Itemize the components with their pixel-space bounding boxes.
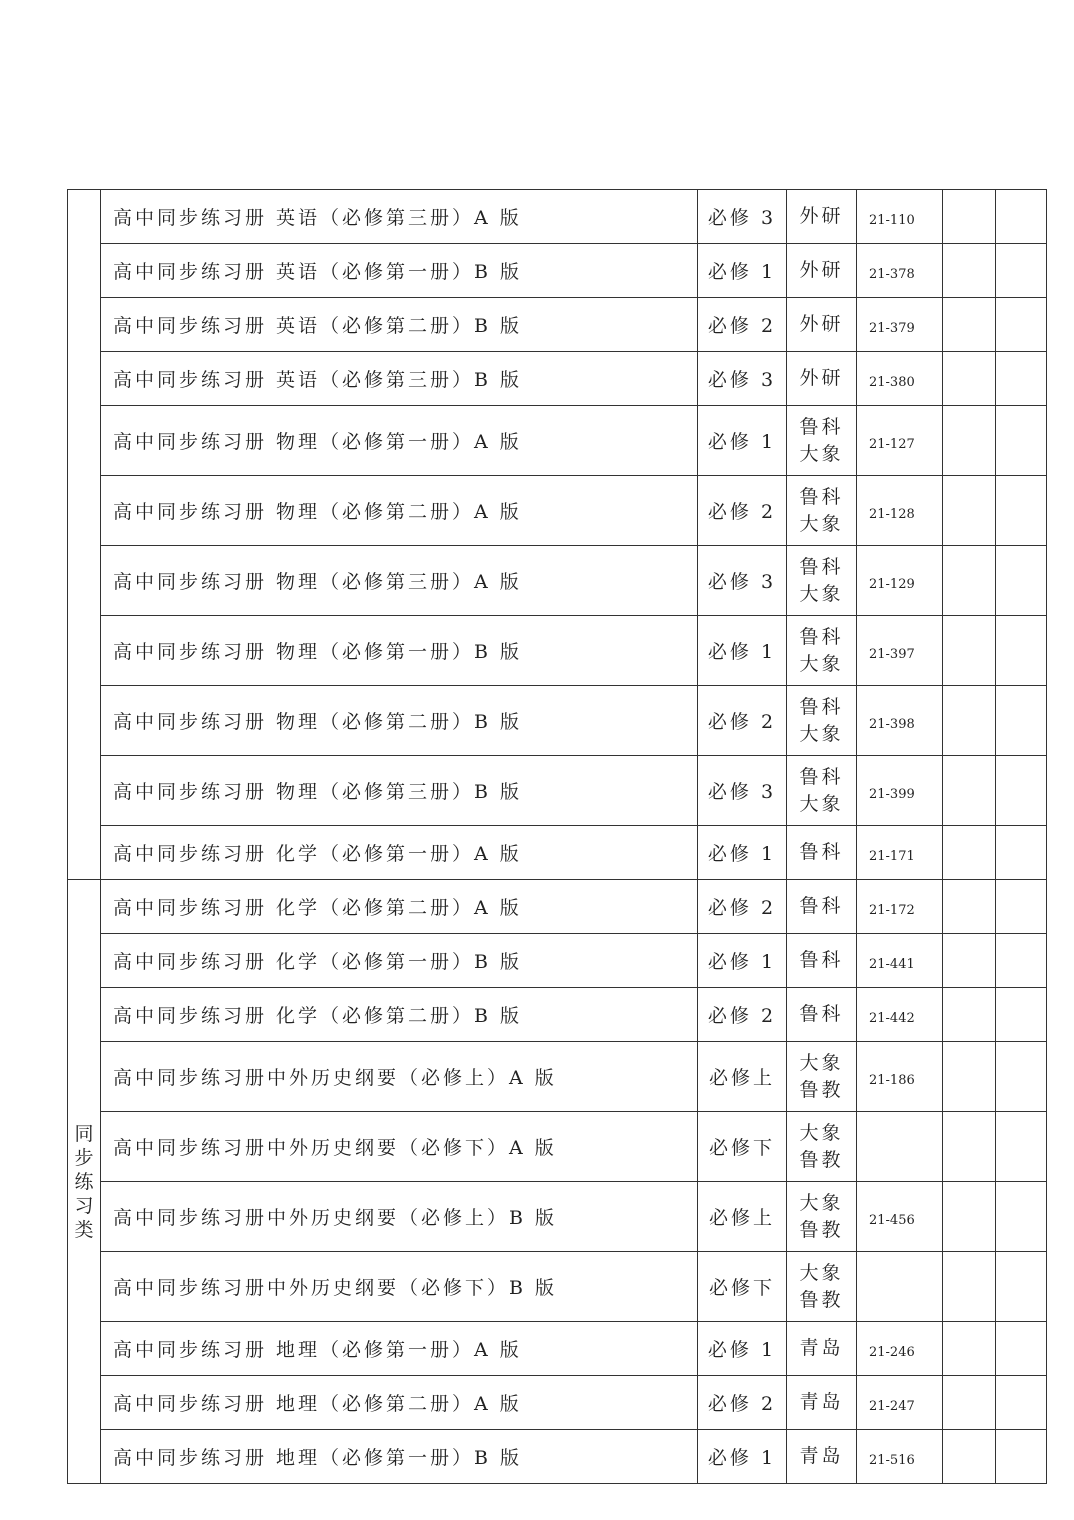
empty-cell xyxy=(996,298,1047,352)
course-level: 必修 1 xyxy=(698,826,787,880)
table-row xyxy=(68,190,1047,244)
publisher-cell xyxy=(787,880,857,934)
empty-cell xyxy=(996,1182,1047,1252)
publisher-name: 鲁教 xyxy=(799,1218,844,1241)
book-code: 21-129 xyxy=(857,546,943,616)
book-title: 高中同步练习册 化学（必修第一册）B 版 xyxy=(101,934,698,988)
book-title: 高中同步练习册 物理（必修第一册）B 版 xyxy=(101,616,698,686)
book-title: 高中同步练习册 英语（必修第三册）B 版 xyxy=(101,352,698,406)
publisher-name: 大象 xyxy=(799,1191,844,1214)
empty-cell xyxy=(996,1430,1047,1484)
course-level: 必修 2 xyxy=(698,476,787,546)
course-level: 必修 2 xyxy=(698,988,787,1042)
publisher-name: 鲁科 xyxy=(799,765,844,788)
book-title: 高中同步练习册 化学（必修第二册）A 版 xyxy=(101,880,698,934)
empty-cell xyxy=(996,826,1047,880)
book-code: 21-186 xyxy=(857,1042,943,1112)
table-row xyxy=(68,686,1047,756)
table-row xyxy=(68,352,1047,406)
course-level: 必修 3 xyxy=(698,190,787,244)
book-title: 高中同步练习册 物理（必修第三册）B 版 xyxy=(101,756,698,826)
table-row xyxy=(68,934,1047,988)
publisher-cell xyxy=(787,934,857,988)
book-title: 高中同步练习册 地理（必修第二册）A 版 xyxy=(101,1376,698,1430)
empty-cell xyxy=(943,988,996,1042)
publisher-cell xyxy=(787,1430,857,1484)
book-list-body xyxy=(68,190,1047,1484)
publisher-name: 大象 xyxy=(799,1261,844,1284)
publisher-cell xyxy=(787,476,857,546)
empty-cell xyxy=(943,298,996,352)
course-level: 必修 1 xyxy=(698,616,787,686)
book-code: 21-378 xyxy=(857,244,943,298)
book-title: 高中同步练习册 英语（必修第一册）B 版 xyxy=(101,244,698,298)
table-row xyxy=(68,1376,1047,1430)
publisher-cell xyxy=(787,1376,857,1430)
category-cell xyxy=(68,190,101,880)
empty-cell xyxy=(943,1430,996,1484)
course-level: 必修 1 xyxy=(698,934,787,988)
book-title: 高中同步练习册 地理（必修第一册）B 版 xyxy=(101,1430,698,1484)
book-title: 高中同步练习册 物理（必修第二册）B 版 xyxy=(101,686,698,756)
course-level: 必修 3 xyxy=(698,546,787,616)
book-code: 21-379 xyxy=(857,298,943,352)
publisher-name: 外研 xyxy=(799,367,844,389)
book-code: 21-441 xyxy=(857,934,943,988)
publisher-name: 青岛 xyxy=(799,1445,844,1467)
course-level: 必修 1 xyxy=(698,1322,787,1376)
empty-cell xyxy=(943,1182,996,1252)
publisher-cell xyxy=(787,988,857,1042)
empty-cell xyxy=(943,190,996,244)
table-row xyxy=(68,546,1047,616)
empty-cell xyxy=(996,1322,1047,1376)
book-title: 高中同步练习册 化学（必修第一册）A 版 xyxy=(101,826,698,880)
publisher-name: 外研 xyxy=(799,313,844,335)
empty-cell xyxy=(943,1042,996,1112)
course-level: 必修 2 xyxy=(698,1376,787,1430)
empty-cell xyxy=(943,686,996,756)
publisher-cell xyxy=(787,298,857,352)
book-title: 高中同步练习册 物理（必修第三册）A 版 xyxy=(101,546,698,616)
book-title: 高中同步练习册 物理（必修第二册）A 版 xyxy=(101,476,698,546)
publisher-name: 鲁科 xyxy=(799,895,844,917)
empty-cell xyxy=(943,616,996,686)
table-row xyxy=(68,1430,1047,1484)
book-code: 21-399 xyxy=(857,756,943,826)
book-code: 21-110 xyxy=(857,190,943,244)
table-row xyxy=(68,1182,1047,1252)
publisher-name: 鲁科 xyxy=(799,415,844,438)
course-level: 必修上 xyxy=(698,1042,787,1112)
course-level: 必修 2 xyxy=(698,298,787,352)
publisher-name: 大象 xyxy=(799,512,844,535)
publisher-name: 大象 xyxy=(799,792,844,815)
empty-cell xyxy=(996,1042,1047,1112)
publisher-name: 大象 xyxy=(799,442,844,465)
book-title: 高中同步练习册中外历史纲要（必修上）B 版 xyxy=(101,1182,698,1252)
empty-cell xyxy=(943,826,996,880)
course-level: 必修 1 xyxy=(698,244,787,298)
empty-cell xyxy=(996,616,1047,686)
table-row xyxy=(68,1252,1047,1322)
book-title: 高中同步练习册中外历史纲要（必修下）B 版 xyxy=(101,1252,698,1322)
publisher-name: 鲁科 xyxy=(799,841,844,863)
empty-cell xyxy=(943,1376,996,1430)
publisher-name: 大象 xyxy=(799,722,844,745)
table-row xyxy=(68,1112,1047,1182)
book-code xyxy=(857,1112,943,1182)
publisher-name: 外研 xyxy=(799,259,844,281)
course-level: 必修 1 xyxy=(698,1430,787,1484)
publisher-name: 鲁科 xyxy=(799,1003,844,1025)
publisher-name: 鲁科 xyxy=(799,695,844,718)
book-title: 高中同步练习册中外历史纲要（必修下）A 版 xyxy=(101,1112,698,1182)
empty-cell xyxy=(996,686,1047,756)
publisher-cell xyxy=(787,244,857,298)
course-level: 必修 2 xyxy=(698,880,787,934)
empty-cell xyxy=(943,880,996,934)
table-row xyxy=(68,298,1047,352)
book-title: 高中同步练习册 化学（必修第二册）B 版 xyxy=(101,988,698,1042)
course-level: 必修上 xyxy=(698,1182,787,1252)
publisher-name: 鲁科 xyxy=(799,625,844,648)
table-row xyxy=(68,244,1047,298)
publisher-cell xyxy=(787,616,857,686)
book-code xyxy=(857,1252,943,1322)
book-list-sheet xyxy=(67,189,1018,1484)
book-code: 21-516 xyxy=(857,1430,943,1484)
empty-cell xyxy=(996,406,1047,476)
empty-cell xyxy=(996,756,1047,826)
category-cell xyxy=(68,880,101,1484)
category-label: 同步练习类 xyxy=(74,1122,94,1241)
book-code: 21-246 xyxy=(857,1322,943,1376)
book-code: 21-172 xyxy=(857,880,943,934)
publisher-cell xyxy=(787,1182,857,1252)
book-code: 21-398 xyxy=(857,686,943,756)
empty-cell xyxy=(996,546,1047,616)
course-level: 必修下 xyxy=(698,1252,787,1322)
empty-cell xyxy=(943,406,996,476)
publisher-cell xyxy=(787,406,857,476)
publisher-name: 大象 xyxy=(799,652,844,675)
publisher-name: 鲁教 xyxy=(799,1288,844,1311)
empty-cell xyxy=(943,934,996,988)
publisher-name: 大象 xyxy=(799,1051,844,1074)
empty-cell xyxy=(943,1112,996,1182)
publisher-cell xyxy=(787,1112,857,1182)
empty-cell xyxy=(996,880,1047,934)
table-row xyxy=(68,476,1047,546)
publisher-name: 鲁科 xyxy=(799,555,844,578)
publisher-name: 鲁科 xyxy=(799,485,844,508)
book-code: 21-247 xyxy=(857,1376,943,1430)
publisher-name: 大象 xyxy=(799,582,844,605)
table-row xyxy=(68,756,1047,826)
publisher-name: 鲁教 xyxy=(799,1148,844,1171)
table-row xyxy=(68,406,1047,476)
publisher-name: 鲁科 xyxy=(799,949,844,971)
book-code: 21-397 xyxy=(857,616,943,686)
publisher-name: 大象 xyxy=(799,1121,844,1144)
table-row xyxy=(68,880,1047,934)
book-code: 21-380 xyxy=(857,352,943,406)
publisher-cell xyxy=(787,1322,857,1376)
publisher-name: 青岛 xyxy=(799,1391,844,1413)
book-code: 21-171 xyxy=(857,826,943,880)
publisher-cell xyxy=(787,352,857,406)
course-level: 必修 3 xyxy=(698,352,787,406)
course-level: 必修下 xyxy=(698,1112,787,1182)
course-level: 必修 3 xyxy=(698,756,787,826)
empty-cell xyxy=(996,352,1047,406)
table-row xyxy=(68,826,1047,880)
book-title: 高中同步练习册 英语（必修第二册）B 版 xyxy=(101,298,698,352)
book-title: 高中同步练习册 英语（必修第三册）A 版 xyxy=(101,190,698,244)
book-code: 21-456 xyxy=(857,1182,943,1252)
publisher-cell xyxy=(787,1042,857,1112)
publisher-cell xyxy=(787,190,857,244)
empty-cell xyxy=(996,988,1047,1042)
table-row xyxy=(68,988,1047,1042)
empty-cell xyxy=(943,756,996,826)
empty-cell xyxy=(996,1112,1047,1182)
empty-cell xyxy=(996,1376,1047,1430)
table-row xyxy=(68,616,1047,686)
empty-cell xyxy=(943,244,996,298)
table-row xyxy=(68,1322,1047,1376)
publisher-cell xyxy=(787,826,857,880)
publisher-name: 青岛 xyxy=(799,1337,844,1359)
empty-cell xyxy=(943,1252,996,1322)
book-code: 21-442 xyxy=(857,988,943,1042)
course-level: 必修 1 xyxy=(698,406,787,476)
empty-cell xyxy=(943,1322,996,1376)
publisher-cell xyxy=(787,1252,857,1322)
empty-cell xyxy=(996,1252,1047,1322)
publisher-name: 鲁教 xyxy=(799,1078,844,1101)
empty-cell xyxy=(996,476,1047,546)
publisher-name: 外研 xyxy=(799,205,844,227)
empty-cell xyxy=(943,352,996,406)
book-title: 高中同步练习册 物理（必修第一册）A 版 xyxy=(101,406,698,476)
empty-cell xyxy=(996,190,1047,244)
book-title: 高中同步练习册中外历史纲要（必修上）A 版 xyxy=(101,1042,698,1112)
publisher-cell xyxy=(787,546,857,616)
book-title: 高中同步练习册 地理（必修第一册）A 版 xyxy=(101,1322,698,1376)
book-list-table xyxy=(67,189,1047,1484)
empty-cell xyxy=(943,546,996,616)
empty-cell xyxy=(996,244,1047,298)
empty-cell xyxy=(996,934,1047,988)
publisher-cell xyxy=(787,756,857,826)
publisher-cell xyxy=(787,686,857,756)
course-level: 必修 2 xyxy=(698,686,787,756)
book-code: 21-128 xyxy=(857,476,943,546)
book-code: 21-127 xyxy=(857,406,943,476)
table-row xyxy=(68,1042,1047,1112)
empty-cell xyxy=(943,476,996,546)
